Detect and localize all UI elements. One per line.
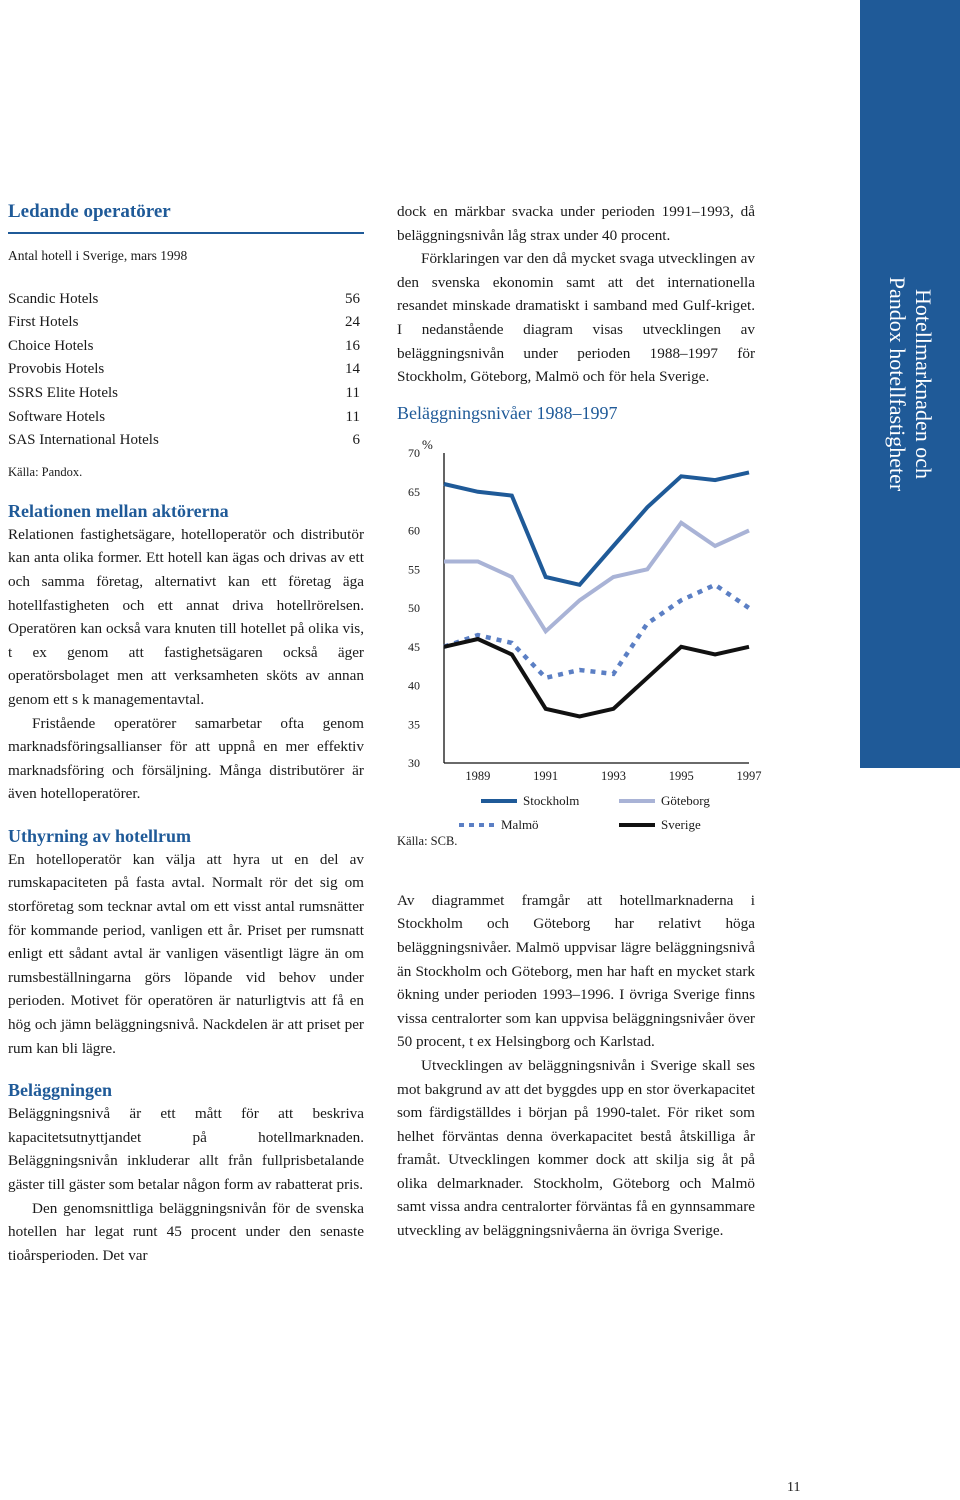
paragraph: Den genomsnittliga beläggningsnivån för de svenska hotellen har legat runt 45 procent under den senaste tioårsperioden. Det var	[8, 1199, 364, 1264]
paragraph: Fristående operatörer samarbetar ofta genom marknadsföringsallianser för att uppnå en mer effektiv marknadsföring och försäljning. Många distributörer är även hotelloperatörer.	[8, 714, 364, 803]
section-title-rental: Uthyrning av hotellrum	[8, 825, 192, 846]
y-tick-label: 65	[408, 484, 420, 499]
table-row	[8, 288, 364, 312]
y-tick-label: 50	[408, 600, 420, 615]
section-title-relations: Relationen mellan aktörerna	[8, 500, 229, 521]
paragraph: Relationen fastighetsägare, hotelloperatör och distributör kan anta olika former. Ett hotell kan ägas och drivas av ett och samma företag, alternativt kan ett företag äga hotellfastigheten och ett annat driva hotellrörelsen. Operatören kan också vara knuten till hotellet på olika vis, t ex genom att fastighetsägaren också äger operatörsbolaget men att verksamheten sköts av annan genom ett s k managementavtal.	[8, 525, 364, 708]
hotel-name: Choice Hotels	[8, 337, 94, 354]
legend-label: Stockholm	[523, 792, 580, 808]
y-tick-label: 30	[408, 755, 420, 770]
x-tick-label: 1997	[736, 768, 762, 783]
side-tab-line2: Pandox hotellfastigheter	[885, 276, 910, 492]
legend-label: Malmö	[501, 816, 539, 832]
hotel-count: 11	[345, 384, 360, 401]
hotel-count: 56	[345, 290, 360, 307]
paragraph: dock en märkbar svacka under perioden 1991–1993, då beläggningsnivån låg strax under 40 procent.	[397, 203, 755, 244]
y-tick-label: 40	[408, 678, 420, 693]
y-axis-unit: %	[422, 436, 433, 452]
y-tick-label: 55	[408, 562, 420, 576]
page-number: 11	[787, 1480, 801, 1495]
hotel-name: First Hotels	[8, 314, 79, 331]
x-tick-label: 1989	[465, 768, 491, 783]
hotel-name: SAS International Hotels	[8, 432, 159, 449]
left-column	[8, 200, 364, 1267]
y-tick-label: 70	[408, 445, 420, 460]
chart-source: Källa: SCB.	[397, 833, 458, 848]
legend-label: Göteborg	[661, 792, 710, 808]
table-caption: Antal hotell i Sverige, mars 1998	[8, 248, 188, 263]
right-column	[397, 200, 762, 1243]
legend-label: Sverige	[661, 816, 701, 832]
table-row	[8, 335, 364, 359]
hotel-name: Scandic Hotels	[8, 290, 99, 307]
hotel-count: 24	[345, 314, 360, 331]
x-tick-label: 1993	[600, 768, 626, 783]
side-tab-line1: Hotellmarknaden och	[911, 288, 936, 479]
hotel-name: Provobis Hotels	[8, 361, 105, 378]
series-line-malmö	[444, 585, 749, 678]
y-tick-label: 35	[408, 717, 420, 731]
series-line-sverige	[444, 639, 749, 717]
hotel-count: 6	[352, 432, 360, 449]
y-tick-label: 45	[408, 639, 420, 654]
paragraph: Förklaringen var den då mycket svaga utvecklingen av den svenska ekonomin samt att det internationella resandet minskade dramatiskt i samband med Gulf-kriget. I nedanstående diagram visas utvecklingen av beläggningsnivån under perioden 1988–1997 för Stockholm, Göteborg, Malmö och för hela Sverige.	[397, 250, 755, 386]
section-title-occupancy: Beläggningen	[8, 1080, 113, 1101]
section-title-operators: Ledande operatörer	[8, 201, 171, 222]
table-row	[8, 311, 364, 335]
side-tab-title	[884, 277, 936, 491]
heading-rule	[8, 232, 364, 234]
x-tick-label: 1991	[533, 768, 559, 783]
table-source: Källa: Pandox.	[8, 464, 83, 479]
hotel-count: 14	[345, 361, 360, 378]
hotel-count: 16	[345, 337, 360, 354]
table-row	[8, 382, 364, 406]
table-row	[8, 358, 364, 382]
side-tab	[860, 0, 960, 768]
x-tick-label: 1995	[668, 768, 694, 783]
hotel-count: 11	[345, 408, 360, 425]
hotel-name: Software Hotels	[8, 408, 106, 425]
table-row	[8, 429, 364, 453]
chart-svg	[397, 433, 767, 883]
paragraph: Utvecklingen av beläggningsnivån i Sverige skall ses mot bakgrund av att det byggdes upp en stor överkapacitet som färdigställdes i början på 1990-talet. För riket som helhet förväntas denna överkapacitet bestå åtskilliga år framåt. Utvecklingen kommer dock att skilja sig åt på olika delmarknader. Stockholm, Göteborg och Malmö samt vissa andra centralorter förväntas få en gynnsammare utveckling av beläggningsnivåerna än övriga Sverige.	[397, 1056, 755, 1240]
chart-title: Beläggningsnivåer 1988–1997	[397, 402, 618, 423]
paragraph: Av diagrammet framgår att hotellmarknaderna i Stockholm och Göteborg har relativt höga beläggningsnivåer. Malmö uppvisar lägre beläggningsnivå än Stockholm och Göteborg, men har haft en mycket stark ökning under perioden 1993–1996. I övriga Sverige finns vissa centralorter som kan uppvisa beläggningsnivåer över 50 procent, t ex Helsingborg och Karlstad.	[397, 891, 755, 1051]
hotel-name: SSRS Elite Hotels	[8, 384, 119, 401]
table-row	[8, 406, 364, 430]
y-tick-label: 60	[408, 523, 420, 538]
series-line-göteborg	[444, 523, 749, 632]
paragraph: Beläggningsnivå är ett mått för att beskriva kapacitetsutnyttjandet på hotellmarknaden. Beläggningsnivån inkluderar allt från fullprisbetalande gäster till gäster som betalar någon form av rabatterat pris.	[8, 1105, 364, 1193]
occupancy-chart	[397, 433, 767, 883]
paragraph: En hotelloperatör kan välja att hyra ut en del av rumskapaciteten på fasta avtal. Normalt rör det sig om storföretag som tecknar avtal om ett visst antal rumsnätter för kommande period, vanligen ett år. Priset per rumsnatt enligt ett sådant avtal är vanligen väsentligt lägre än om rumsbeställningarna görs löpande vid behov under perioden. Motivet för operatören är naturligtvis att få en hög och jämn beläggningsnivå. Nackdelen är att priset per rum kan bli lägre.	[8, 850, 364, 1057]
hotel-table	[8, 288, 364, 453]
